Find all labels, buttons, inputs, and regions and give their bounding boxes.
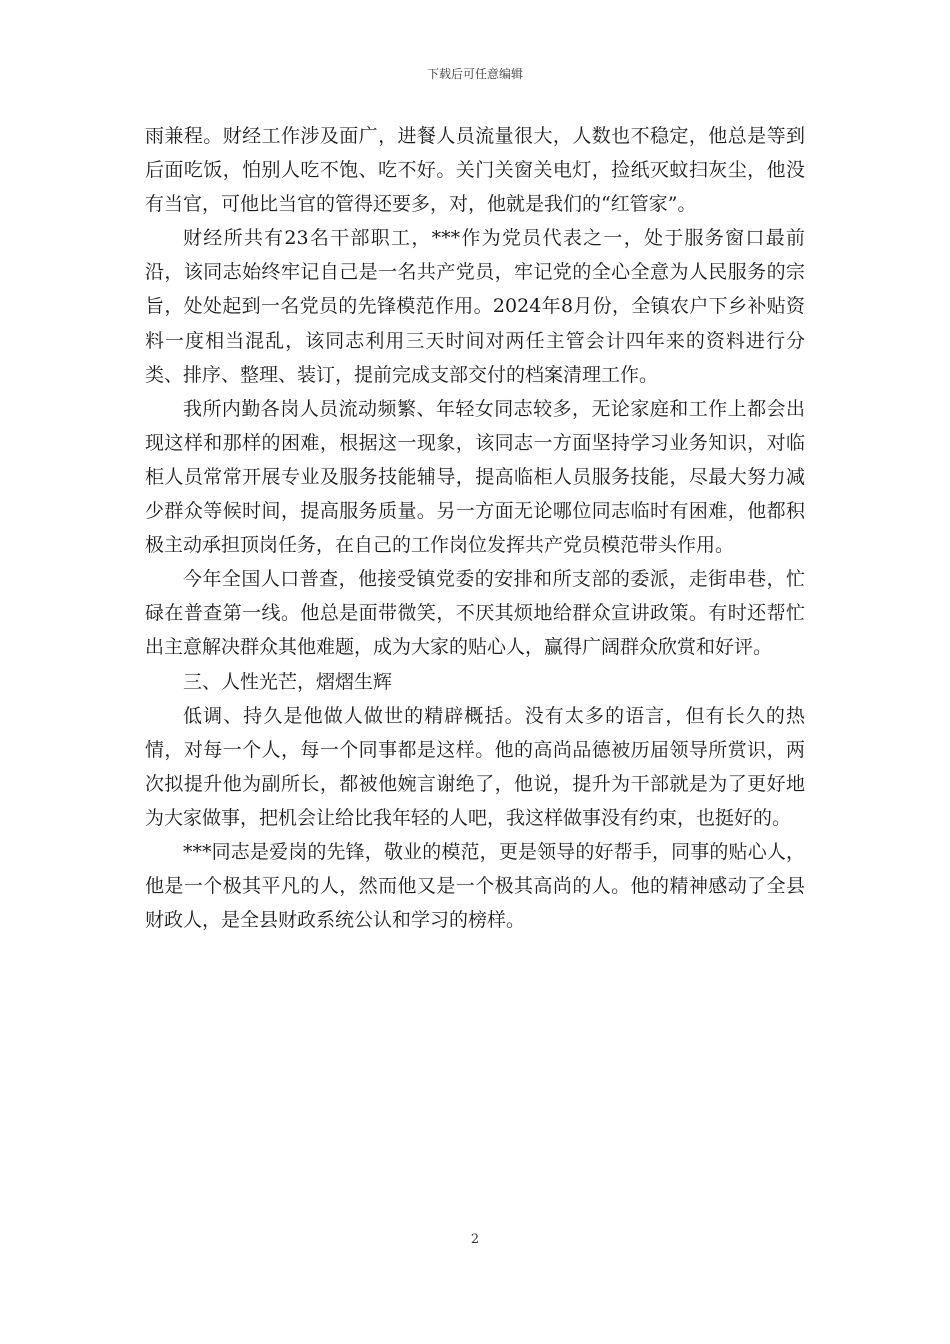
document-body xyxy=(145,119,805,937)
section-heading: 三、人性光芒，熠熠生辉 xyxy=(183,670,393,693)
paragraph-6: ***同志是爱岗的先锋，敬业的模范，更是领导的好帮手，同事的贴心人，他是一个极其平凡的人，然而他又是一个极其高尚的人。他的精神感动了全县财政人，是全县财政系统公认和学习的榜样。 xyxy=(145,840,805,932)
paragraph-1: 雨兼程。财经工作涉及面广，进餐人员流量很大，人数也不稳定，他总是等到后面吃饭，怕别人吃不饱、吃不好。关门关窗关电灯，捡纸灭蚊扫灰尘，他没有当官，可他比当官的管得还要多，对，他就是我们的“红管家”。 xyxy=(145,125,805,216)
paragraph-4: 今年全国人口普查，他接受镇党委的安排和所支部的委派，走街串巷，忙碌在普查第一线。他总是面带微笑，不厌其烦地给群众宣讲政策。有时还帮忙出主意解决群众其他难题，成为大家的贴心人，赢得广阔群众欣赏和好评。 xyxy=(145,568,805,659)
paragraph-5: 低调、持久是他做人做世的精辟概括。没有太多的语言，但有长久的热情，对每一个人，每一个同事都是这样。他的高尚品德被历届领导所赏识，两次拟提升他为副所长，都被他婉言谢绝了，他说，提升为干部就是为了更好地为大家做事，把机会让给比我年轻的人吧，我这样做事没有约束，也挺好的。 xyxy=(145,704,805,829)
paragraph-2: 财经所共有23名干部职工，***作为党员代表之一，处于服务窗口最前沿，该同志始终牢记自己是一名共产党员，牢记党的全心全意为人民服务的宗旨，处处起到一名党员的先锋模范作用。2024年8月份，全镇农户下乡补贴资料一度相当混乱，该同志利用三天时间对两任主管会计四年来的资料进行分类、排序、整理、装订，提前完成支部交付的档案清理工作。 xyxy=(145,227,805,386)
page-number: 2 xyxy=(470,1232,480,1247)
page-header: 下载后可任意编辑 xyxy=(426,67,523,81)
paragraph-3: 我所内勤各岗人员流动频繁、年轻女同志较多，无论家庭和工作上都会出现这样和那样的困难，根据这一现象，该同志一方面坚持学习业务知识，对临柜人员常常开展专业及服务技能辅导，提高临柜人员服务技能，尽最大努力减少群众等候时间，提高服务质量。另一方面无论哪位同志临时有困难，他都积极主动承担顶岗任务，在自己的工作岗位发挥共产党员模范带头作用。 xyxy=(145,397,805,557)
